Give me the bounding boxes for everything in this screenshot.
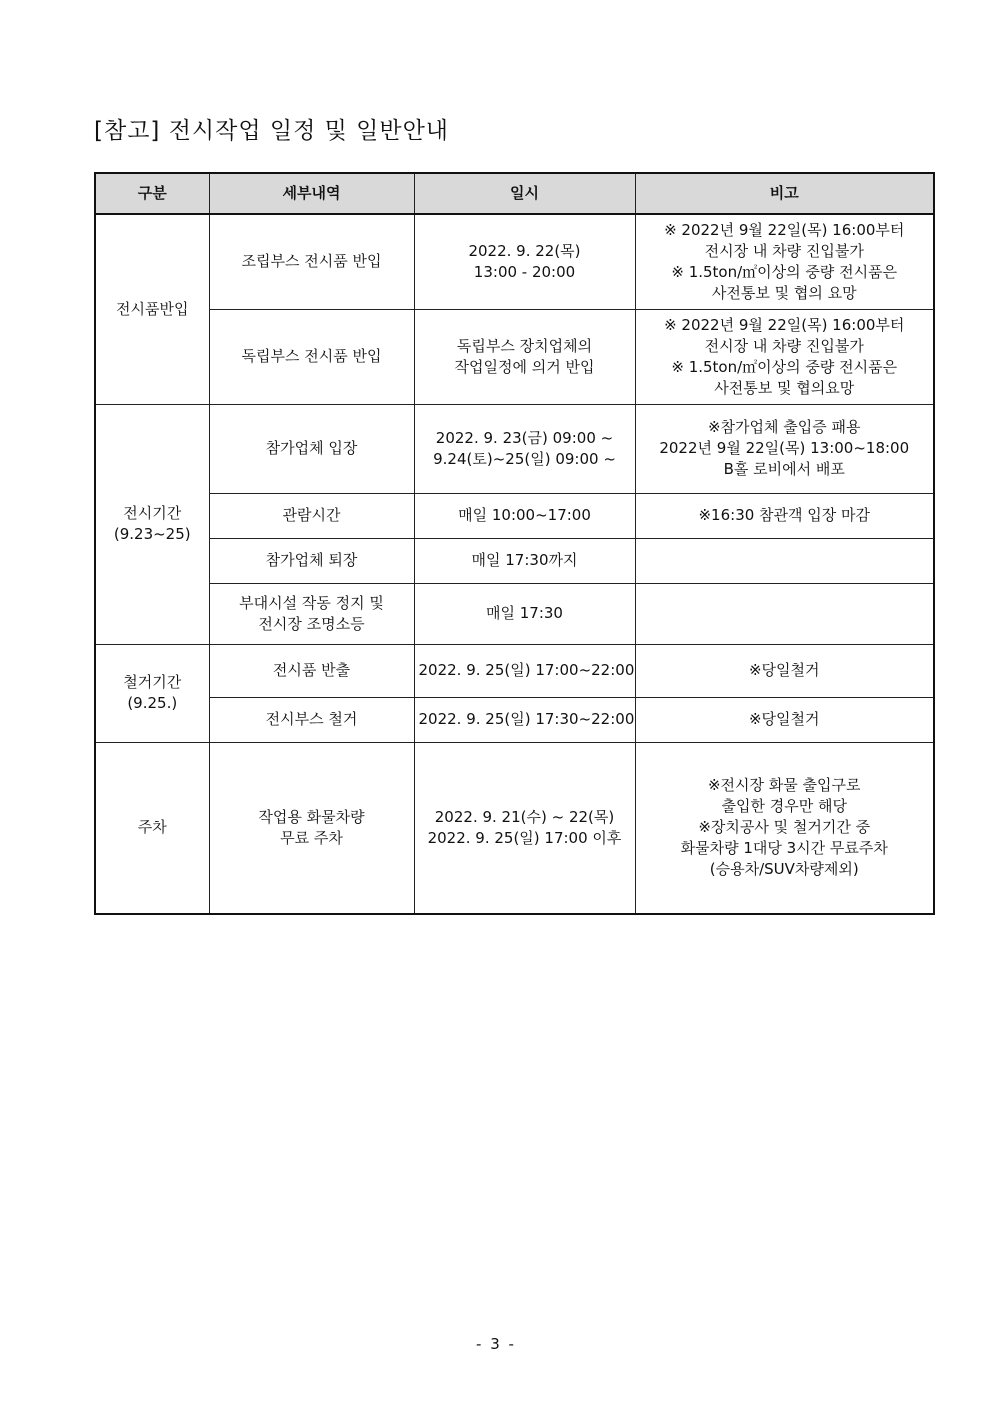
detail-text: 작업용 화물차량 <box>258 807 365 826</box>
category-cell <box>95 404 209 644</box>
category-cell <box>95 214 209 404</box>
datetime-text: 13:00 - 20:00 <box>473 262 576 281</box>
detail-cell <box>209 493 414 538</box>
page-number: - 3 - <box>476 1335 516 1353</box>
note-cell <box>635 214 934 309</box>
note-text: 2022년 9월 22일(목) 13:00~18:00 <box>659 439 910 457</box>
category-text: 전시기간 <box>123 504 182 522</box>
note-text: ※전시장 화물 출입구로 <box>707 776 861 795</box>
detail-cell <box>209 697 414 742</box>
note-cell <box>635 404 934 493</box>
detail-text: 참가업체 퇴장 <box>265 551 358 569</box>
note-text: ※ 1.5ton/㎡이상의 중량 전시품은 <box>671 262 898 281</box>
note-text: ※참가업체 출입증 패용 <box>707 418 861 436</box>
note-text: 화물차량 1대당 3시간 무료주차 <box>680 839 888 858</box>
table-header-row <box>95 173 934 214</box>
detail-text: 전시부스 철거 <box>265 710 358 728</box>
datetime-text: 매일 17:30 <box>486 604 563 622</box>
note-text: ※당일철거 <box>748 710 820 728</box>
schedule-table <box>94 172 935 915</box>
detail-text: 관람시간 <box>282 506 341 524</box>
table-row <box>95 493 934 538</box>
note-cell <box>635 538 934 583</box>
note-cell <box>635 644 934 697</box>
note-text: B홀 로비에서 배포 <box>723 460 845 478</box>
category-cell <box>95 644 209 742</box>
note-text: 전시장 내 차량 진입불가 <box>704 241 864 260</box>
detail-cell <box>209 214 414 309</box>
datetime-text: 2022. 9. 21(수) ~ 22(목) <box>434 807 615 826</box>
datetime-text: 작업일정에 의거 반입 <box>454 357 595 376</box>
note-text: 전시장 내 차량 진입불가 <box>704 336 864 355</box>
datetime-cell <box>414 538 635 583</box>
datetime-text: 2022. 9. 25(일) 17:00 이후 <box>427 828 622 847</box>
note-cell <box>635 583 934 644</box>
note-text: ※16:30 참관객 입장 마감 <box>698 506 871 524</box>
note-text: ※당일철거 <box>748 661 820 679</box>
datetime-cell <box>414 493 635 538</box>
detail-text: 전시장 조명소등 <box>258 614 365 633</box>
table-row <box>95 583 934 644</box>
datetime-cell <box>414 583 635 644</box>
detail-text: 전시품 반출 <box>272 661 351 679</box>
category-text: 철거기간 <box>123 673 182 691</box>
detail-text: 무료 주차 <box>280 828 343 847</box>
datetime-text: 9.24(토)~25(일) 09:00 ~ <box>433 449 616 468</box>
datetime-cell <box>414 214 635 309</box>
table-row <box>95 309 934 404</box>
detail-text: 조립부스 전시품 반입 <box>241 252 382 271</box>
note-cell <box>635 309 934 404</box>
datetime-cell <box>414 697 635 742</box>
header-note: 비고 <box>635 173 934 214</box>
page-title: [참고] 전시작업 일정 및 일반안내 <box>94 118 450 144</box>
table-row <box>95 742 934 914</box>
datetime-text: 매일 10:00~17:00 <box>458 506 591 524</box>
table-row <box>95 644 934 697</box>
datetime-text: 매일 17:30까지 <box>471 551 578 569</box>
detail-cell <box>209 742 414 914</box>
datetime-text: 2022. 9. 22(목) <box>468 241 581 260</box>
datetime-cell <box>414 742 635 914</box>
category-text: (9.25.) <box>127 694 178 712</box>
datetime-cell <box>414 644 635 697</box>
header-datetime: 일시 <box>414 173 635 214</box>
note-text: 사전통보 및 협의 요망 <box>711 283 857 302</box>
table-row <box>95 404 934 493</box>
datetime-text: 독립부스 장치업체의 <box>456 336 593 355</box>
note-text: ※ 1.5ton/㎡이상의 중량 전시품은 <box>671 357 898 376</box>
datetime-cell <box>414 309 635 404</box>
note-cell <box>635 742 934 914</box>
note-text: ※장치공사 및 철거기간 중 <box>698 818 871 837</box>
note-text: 출입한 경우만 해당 <box>721 797 847 816</box>
datetime-text: 2022. 9. 23(금) 09:00 ~ <box>435 428 614 447</box>
header-category: 구분 <box>95 173 209 214</box>
datetime-cell <box>414 404 635 493</box>
note-text: ※ 2022년 9월 22일(목) 16:00부터 <box>664 315 905 334</box>
note-text: (승용차/SUV차량제외) <box>709 860 859 879</box>
detail-cell <box>209 583 414 644</box>
category-cell <box>95 742 209 914</box>
datetime-text: 2022. 9. 25(일) 17:00~22:00 <box>418 661 635 679</box>
table-row <box>95 214 934 309</box>
detail-text: 독립부스 전시품 반입 <box>241 347 382 365</box>
category-text: (9.23~25) <box>113 525 191 543</box>
detail-cell <box>209 309 414 404</box>
note-text: 사전통보 및 협의요망 <box>714 378 855 397</box>
detail-cell <box>209 644 414 697</box>
detail-text: 참가업체 입장 <box>265 439 358 457</box>
datetime-text: 2022. 9. 25(일) 17:30~22:00 <box>418 710 635 728</box>
detail-cell <box>209 404 414 493</box>
header-detail: 세부내역 <box>209 173 414 214</box>
detail-cell <box>209 538 414 583</box>
note-cell <box>635 493 934 538</box>
table-row <box>95 538 934 583</box>
category-text: 주차 <box>137 818 167 837</box>
note-text: ※ 2022년 9월 22일(목) 16:00부터 <box>664 220 905 239</box>
category-text: 전시품반입 <box>116 299 189 318</box>
note-cell <box>635 697 934 742</box>
table-row <box>95 697 934 742</box>
detail-text: 부대시설 작동 정지 및 <box>239 593 384 612</box>
